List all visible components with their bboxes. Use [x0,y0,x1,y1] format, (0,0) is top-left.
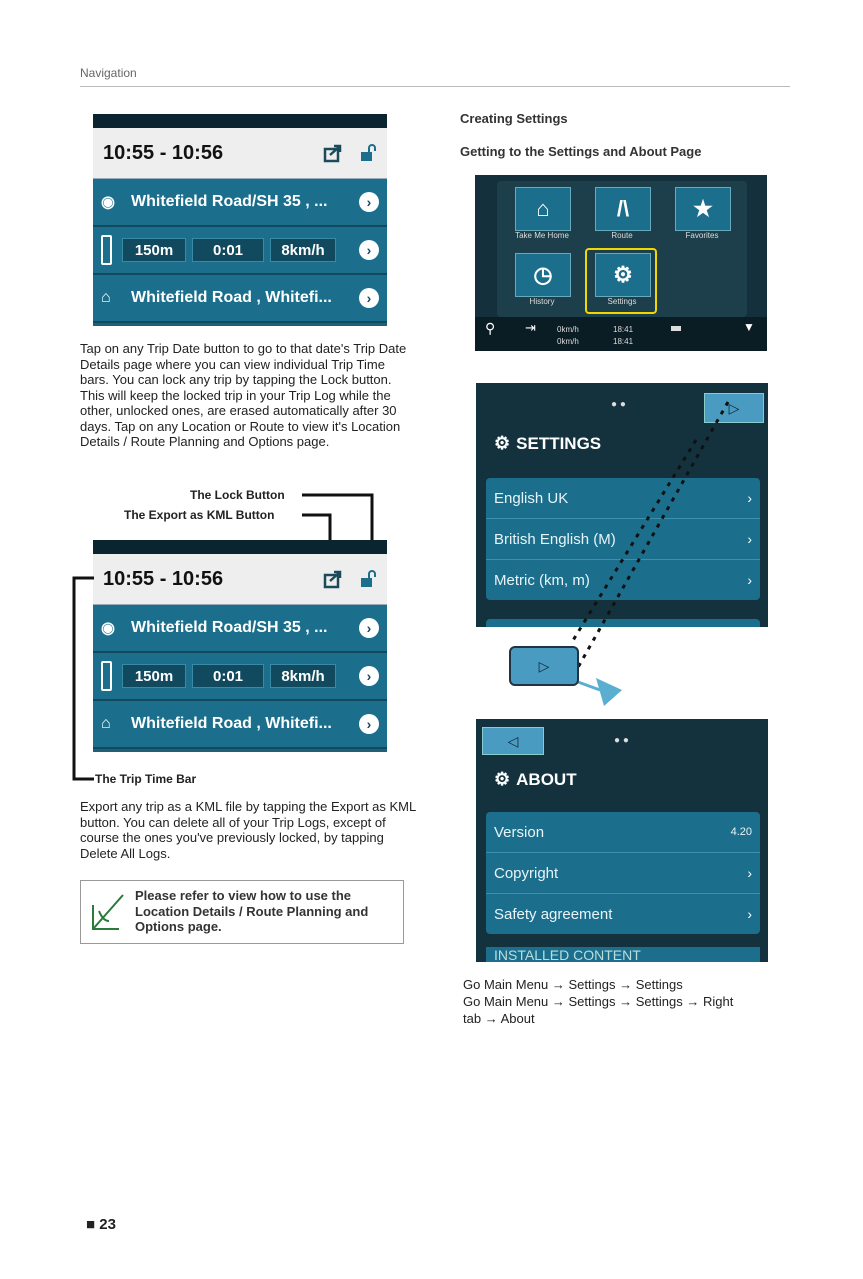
settings-title: ⚙ SETTINGS [494,433,602,453]
duration-cell: 0:01 [192,238,264,262]
home-tile-label: Take Me Home [515,231,569,240]
settings-item[interactable]: English UK › [486,478,760,519]
export-kml-icon[interactable] [323,143,343,163]
home-icon: ⌂ [101,715,111,732]
settings-item[interactable]: Metric (km, m) › [494,571,752,589]
route-label: Whitefield Road , Whitefi... [131,289,332,306]
settings-item[interactable]: British English (M) › [486,519,760,560]
section-subheading: Getting to the Settings and About Page [460,144,702,159]
settings-tile[interactable] [595,253,651,297]
version-value: 4.20 [730,826,752,838]
chevron-left-icon: ◁ [507,732,519,749]
history-tile[interactable] [515,253,571,297]
chevron-right-icon: › [747,490,752,506]
export-kml-icon[interactable] [323,569,343,589]
exit-icon[interactable]: ⇥ [525,320,536,335]
note-pencil-icon [89,891,127,933]
installed-content-heading: INSTALLED CONTENT [486,947,760,962]
location-label: Whitefield Road/SH 35 , ... [131,619,328,636]
star-icon: ★ [693,196,713,221]
trip-time-range: 10:55 - 10:56 [103,141,224,164]
trip-time-row[interactable] [93,653,387,701]
status-strip [93,540,387,554]
favorites-tile-label: Favorites [685,231,719,240]
left-tab-button[interactable] [482,727,544,755]
home-icon: ⌂ [101,289,111,306]
speed-cell: 8km/h [270,238,336,262]
speed-cell: 8km/h [270,664,336,688]
time-readout: 18:41 [613,325,634,334]
about-item-copyright[interactable]: Copyright › [486,853,760,894]
speed-readout-2: 0km/h [557,337,579,346]
note-text: Please refer to view how to use the Location Details / Route Planning and Options page. [135,888,369,934]
about-item-safety[interactable]: Safety agreement › [494,905,752,923]
nav-step-1: Go Main Menu → Settings → Settings [463,977,683,992]
right-tab-button-enlarged [509,646,579,686]
chevron-right-icon: › [747,572,752,588]
route-label: Whitefield Road , Whitefi... [131,715,332,732]
trip-time-range: 10:55 - 10:56 [103,567,224,590]
lock-icon[interactable] [359,144,377,162]
trip-bar-callout-line [70,575,100,785]
trip-route-row[interactable] [93,701,387,749]
page-dots: ● ● [611,399,626,410]
trip-route-row[interactable] [93,275,387,323]
chevron-right-icon[interactable]: › [359,666,379,686]
speed-readout: 0km/h [557,325,579,334]
trip-time-bar[interactable] [101,661,112,691]
trip-date-bar[interactable] [93,554,387,605]
home-icon: ⌂ [536,196,550,221]
chevron-right-icon: › [747,906,752,922]
history-tile-label: History [529,297,555,306]
time-readout-2: 18:41 [613,337,634,346]
export-button-label: The Export as KML Button [124,508,275,522]
settings-tile-label: Settings [607,297,637,306]
search-icon[interactable]: ⚲ [485,320,496,336]
navigation-steps [463,976,803,1027]
status-strip [93,114,387,128]
route-tile-label: Route [611,231,633,240]
gear-icon: ⚙ [613,262,633,287]
trip-location-row[interactable] [93,605,387,653]
chevron-right-icon[interactable]: › [359,618,379,638]
distance-cell: 150m [122,238,186,262]
chevron-right-icon: › [747,531,752,547]
route-icon: /\ [616,196,630,221]
route-tile[interactable] [595,187,651,231]
lock-icon[interactable] [359,570,377,588]
paragraph-export: Export any trip as a KML file by tapping the Export as KML button. You can delete all of your Trip Logs, except of course the ones you've previously locked, by tapping Delete All Logs. [80,799,416,861]
section-header: Navigation [80,66,137,80]
trip-date-bar[interactable] [93,128,387,179]
trip-time-bar-label: The Trip Time Bar [95,772,197,786]
distance-cell: 150m [122,664,186,688]
page-dots: ● ● [614,735,629,746]
about-screenshot [476,719,768,962]
gear-icon: ⚙ [494,433,511,453]
section-heading: Creating Settings [460,111,568,126]
about-title: ⚙ ABOUT [494,769,577,789]
trip-log-panel-2 [93,540,387,752]
about-list [486,812,760,934]
favorites-tile[interactable] [675,187,731,231]
chevron-right-icon[interactable]: › [359,714,379,734]
battery-icon [671,326,681,331]
location-target-icon: ◉ [101,194,115,211]
header-divider [80,86,790,87]
chevron-right-icon[interactable]: › [359,240,379,260]
trip-log-panel-1 [93,114,387,326]
paragraph-trip-info: Tap on any Trip Date button to go to that date's Trip Date Details page where you can view individual Trip Time bars. You can lock any trip by tapping the Lock button. This will keep the locked trip in your Trip Log while the other, unlocked ones, are erased automatically after 30 days. Tap on any Location or Route to view it's Location Details / Route Planning and Options page. [80,341,407,449]
trip-location-row[interactable] [93,179,387,227]
about-item-version[interactable]: Version 4.20 [486,812,760,853]
trip-time-bar[interactable] [101,235,112,265]
page-number: ■ 23 [86,1216,116,1233]
nav-step-3: tab → About [463,1011,535,1026]
chevron-right-icon: ▷ [728,399,740,416]
home-tile[interactable] [515,187,571,231]
status-bar [475,317,767,351]
chevron-right-icon: › [747,865,752,881]
trip-time-row[interactable] [93,227,387,275]
duration-cell: 0:01 [192,664,264,688]
chevron-right-icon[interactable]: › [359,192,379,212]
chevron-right-icon[interactable]: › [359,288,379,308]
location-label: Whitefield Road/SH 35 , ... [131,193,328,210]
location-target-icon: ◉ [101,620,115,637]
lock-button-label: The Lock Button [190,488,285,502]
gear-icon: ⚙ [494,769,511,789]
chevron-right-icon: ▷ [538,657,550,674]
nav-step-2: Go Main Menu → Settings → Settings → Right [463,994,734,1009]
main-menu-screenshot [475,175,767,351]
note-box [80,880,404,944]
clock-icon: ◷ [533,262,553,287]
signal-icon: ▼ [743,320,755,334]
